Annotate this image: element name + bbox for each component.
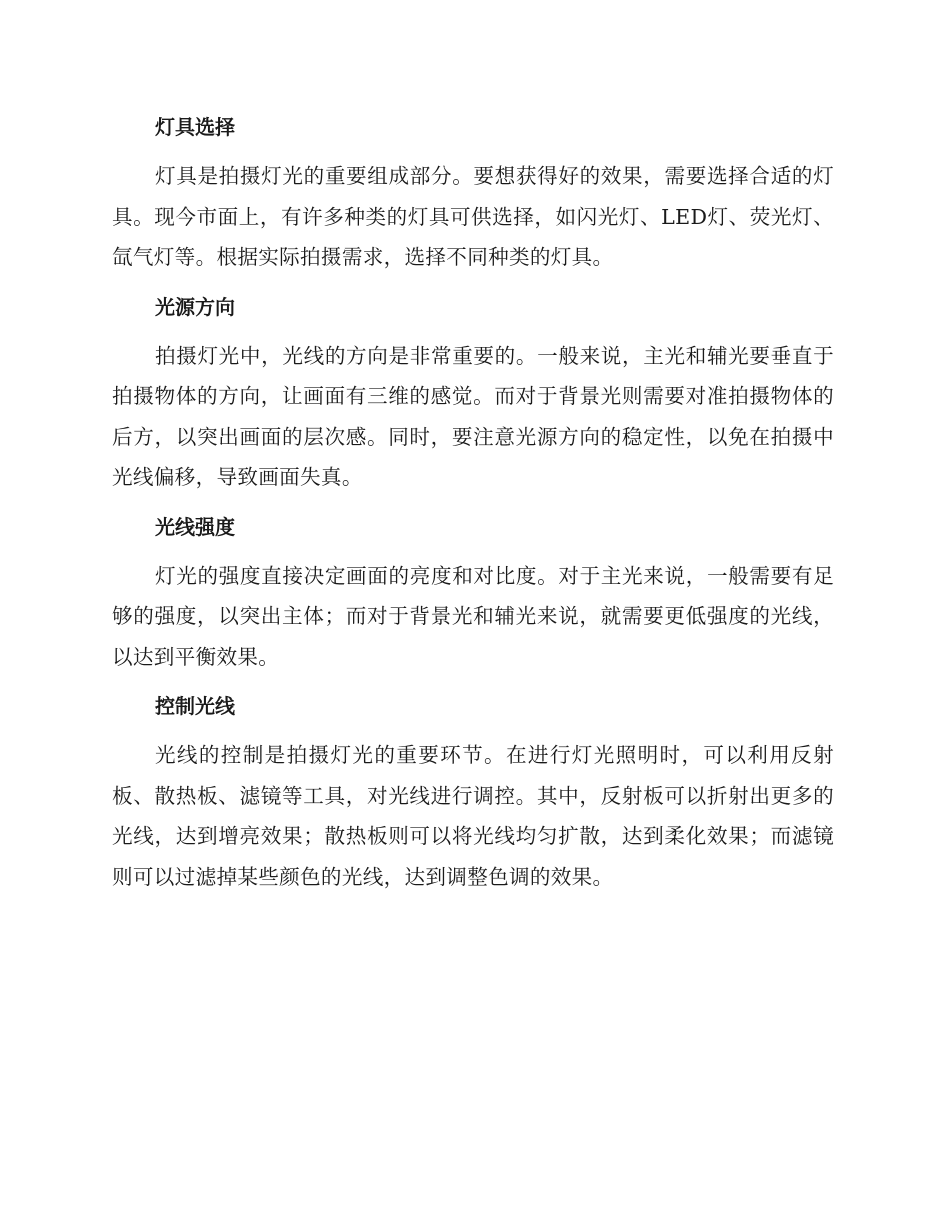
document-page bbox=[112, 108, 834, 907]
section-light-control bbox=[112, 687, 834, 897]
section-fixture-selection bbox=[112, 108, 834, 278]
section-heading: 灯具选择 bbox=[155, 115, 235, 139]
section-light-direction bbox=[112, 288, 834, 498]
section-heading: 光线强度 bbox=[155, 514, 235, 539]
section-light-intensity bbox=[112, 508, 834, 678]
section-paragraph: 拍摄灯光中，光线的方向是非常重要的。一般来说，主光和辅光要垂直于拍摄物体的方向，让画面有三维的感觉。而对于背景光则需要对准拍摄物体的后方，以突出画面的层次感。同时，要注意光源方向的稳定性，以免在拍摄中光线偏移，导致画面失真。 bbox=[112, 343, 834, 489]
section-heading: 控制光线 bbox=[155, 694, 235, 718]
section-paragraph: 灯光的强度直接决定画面的亮度和对比度。对于主光来说，一般需要有足够的强度，以突出主体；而对于背景光和辅光来说，就需要更低强度的光线，以达到平衡效果。 bbox=[112, 563, 834, 669]
section-paragraph: 灯具是拍摄灯光的重要组成部分。要想获得好的效果，需要选择合适的灯具。现今市面上，有许多种类的灯具可供选择，如闪光灯、LED灯、荧光灯、氙气灯等。根据实际拍摄需求，选择不同种类的灯具。 bbox=[112, 164, 834, 269]
section-heading: 光源方向 bbox=[155, 294, 235, 319]
section-paragraph: 光线的控制是拍摄灯光的重要环节。在进行灯光照明时，可以利用反射板、散热板、滤镜等工具，对光线进行调控。其中，反射板可以折射出更多的光线，达到增亮效果；散热板则可以将光线均匀扩散，达到柔化效果；而滤镜则可以过滤掉某些颜色的光线，达到调整色调的效果。 bbox=[112, 743, 834, 889]
